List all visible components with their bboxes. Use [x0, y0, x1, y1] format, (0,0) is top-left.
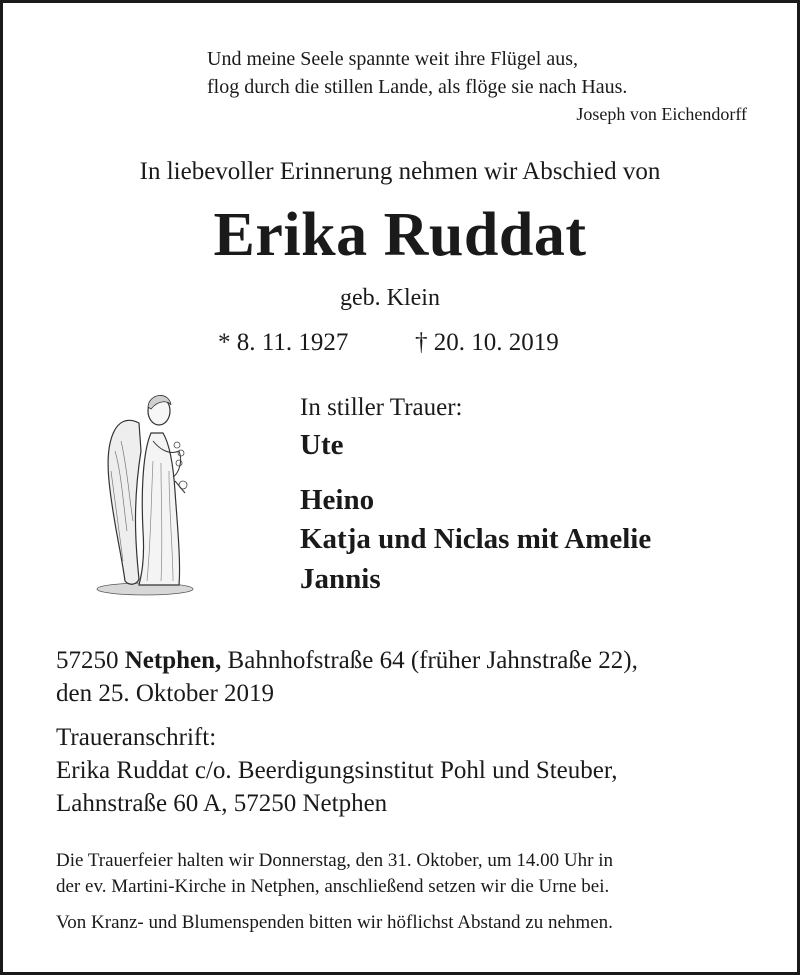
funeral-info-line-1: Die Trauerfeier halten wir Donnerstag, den 31. Oktober, um 14.00 Uhr in — [56, 850, 613, 871]
place-date-line: den 25. Oktober 2019 — [56, 680, 275, 707]
mourning-address-line-1: Erika Ruddat c/o. Beerdigungsinstitut Pohl und Steuber, — [56, 757, 618, 784]
postcode: 57250 — [56, 647, 119, 674]
street: Bahnhofstraße 64 (früher Jahnstraße 22), — [227, 647, 638, 674]
poem-line-2: flog durch die stillen Lande, als flöge sie nach Haus. — [207, 76, 628, 98]
mourner-name: Jannis — [300, 563, 381, 595]
address-line — [56, 644, 638, 677]
intro-text: In liebevoller Erinnerung nehmen wir Abschied von — [139, 158, 661, 185]
deceased-name: Erika Ruddat — [213, 201, 587, 269]
mourning-address-label: Traueranschrift: — [56, 724, 217, 751]
flowers-request: Von Kranz- und Blumenspenden bitten wir höflichst Abstand zu nehmen. — [56, 912, 613, 933]
poem-line-1: Und meine Seele spannte weit ihre Flügel aus, — [207, 48, 579, 70]
death-date: † 20. 10. 2019 — [415, 329, 559, 356]
mourners-heading: In stiller Trauer: — [300, 394, 463, 421]
mourner-name: Heino — [300, 484, 375, 516]
birth-date: * 8. 11. 1927 — [218, 329, 349, 356]
funeral-info-line-2: der ev. Martini-Kirche in Netphen, anschließend setzen wir die Urne bei. — [56, 876, 610, 897]
mourning-address-line-2: Lahnstraße 60 A, 57250 Netphen — [56, 790, 388, 817]
mourner-name: Katja und Niclas mit Amelie — [300, 523, 652, 555]
poem-author: Joseph von Eichendorff — [576, 104, 747, 124]
mourner-name: Ute — [300, 429, 344, 461]
angel-illustration-icon — [95, 381, 205, 599]
city: Netphen, — [124, 647, 222, 674]
maiden-name: geb. Klein — [340, 285, 440, 311]
